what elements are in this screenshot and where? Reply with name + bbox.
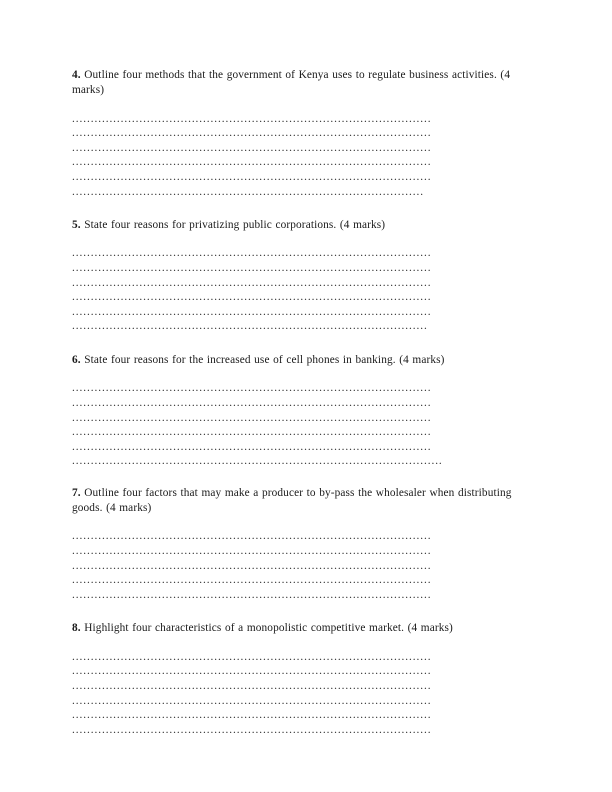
answer-lines-5[interactable]	[72, 246, 536, 334]
question-text-6	[72, 353, 516, 368]
question-number-4: 4.	[72, 69, 81, 81]
question-body-6: State four reasons for the increased use of cell phones in banking. (4 marks)	[84, 354, 445, 367]
answer-line[interactable]: ................................................................................................	[72, 170, 432, 183]
answer-line[interactable]: ................................................................................................	[72, 574, 432, 587]
answer-line[interactable]: ................................................................................................	[72, 305, 432, 318]
answer-line[interactable]: ................................................................................................	[72, 141, 432, 154]
answer-line[interactable]: ................................................................................................	[72, 694, 432, 707]
question-text-7	[72, 486, 516, 517]
question-number-5: 5.	[72, 219, 81, 232]
answer-line[interactable]: ................................................................................................	[72, 262, 432, 275]
answer-line[interactable]: ................................................................................................	[72, 559, 432, 572]
answer-lines-6[interactable]	[72, 381, 536, 469]
question-text-8	[72, 621, 516, 636]
answer-line[interactable]: ................................................................................................	[72, 291, 432, 304]
answer-line[interactable]: ................................................................................................	[72, 426, 432, 439]
answer-line[interactable]: ...................................................................................................	[72, 455, 443, 468]
question-body-4: Outline four methods that the government of Kenya uses to regulate business activities. (4 marks)	[72, 69, 511, 97]
answer-lines-7[interactable]	[72, 529, 536, 602]
question-text-4	[72, 68, 516, 99]
answer-line[interactable]: ...............................................................................................	[72, 320, 428, 333]
answer-line[interactable]: ................................................................................................	[72, 588, 432, 601]
section-gap	[72, 334, 536, 353]
answer-line[interactable]: ................................................................................................	[72, 156, 432, 169]
section-gap	[72, 602, 536, 621]
answer-line[interactable]: ................................................................................................	[72, 440, 432, 453]
answer-line[interactable]: ................................................................................................	[72, 650, 432, 663]
question-block-7	[72, 486, 536, 603]
answer-line[interactable]: ................................................................................................	[72, 127, 432, 140]
answer-line[interactable]: ................................................................................................	[72, 276, 432, 289]
question-number-6: 6.	[72, 354, 81, 367]
question-body-7: Outline four factors that may make a producer to by-pass the wholesaler when distributing goods. (4 marks)	[72, 486, 512, 515]
answer-line[interactable]: ................................................................................................	[72, 396, 432, 409]
answer-lines-8[interactable]	[72, 650, 536, 738]
question-number-8: 8.	[72, 622, 81, 635]
question-text-5	[72, 218, 516, 233]
answer-line[interactable]: ................................................................................................	[72, 411, 432, 424]
question-number-7: 7.	[72, 486, 81, 499]
answer-line[interactable]: ................................................................................................	[72, 545, 432, 558]
answer-line[interactable]: ................................................................................................	[72, 665, 432, 678]
question-block-4	[72, 68, 536, 199]
answer-line[interactable]: ................................................................................................	[72, 709, 432, 722]
answer-line[interactable]: ................................................................................................	[72, 530, 432, 543]
answer-line[interactable]: ................................................................................................	[72, 247, 432, 260]
question-body-5: State four reasons for privatizing public corporations. (4 marks)	[84, 219, 386, 232]
answer-line[interactable]: ................................................................................................	[72, 679, 432, 692]
question-block-8	[72, 621, 536, 737]
question-body-8: Highlight four characteristics of a monopolistic competitive market. (4 marks)	[84, 622, 453, 635]
answer-line[interactable]: ................................................................................................	[72, 723, 432, 736]
section-gap	[72, 469, 536, 486]
section-gap	[72, 199, 536, 218]
question-block-6	[72, 353, 536, 469]
answer-line[interactable]: ................................................................................................	[72, 382, 432, 395]
answer-line[interactable]: ................................................................................................	[72, 112, 432, 125]
answer-lines-4[interactable]	[72, 112, 536, 200]
answer-line[interactable]: ..............................................................................................	[72, 185, 424, 198]
question-block-5	[72, 218, 536, 334]
